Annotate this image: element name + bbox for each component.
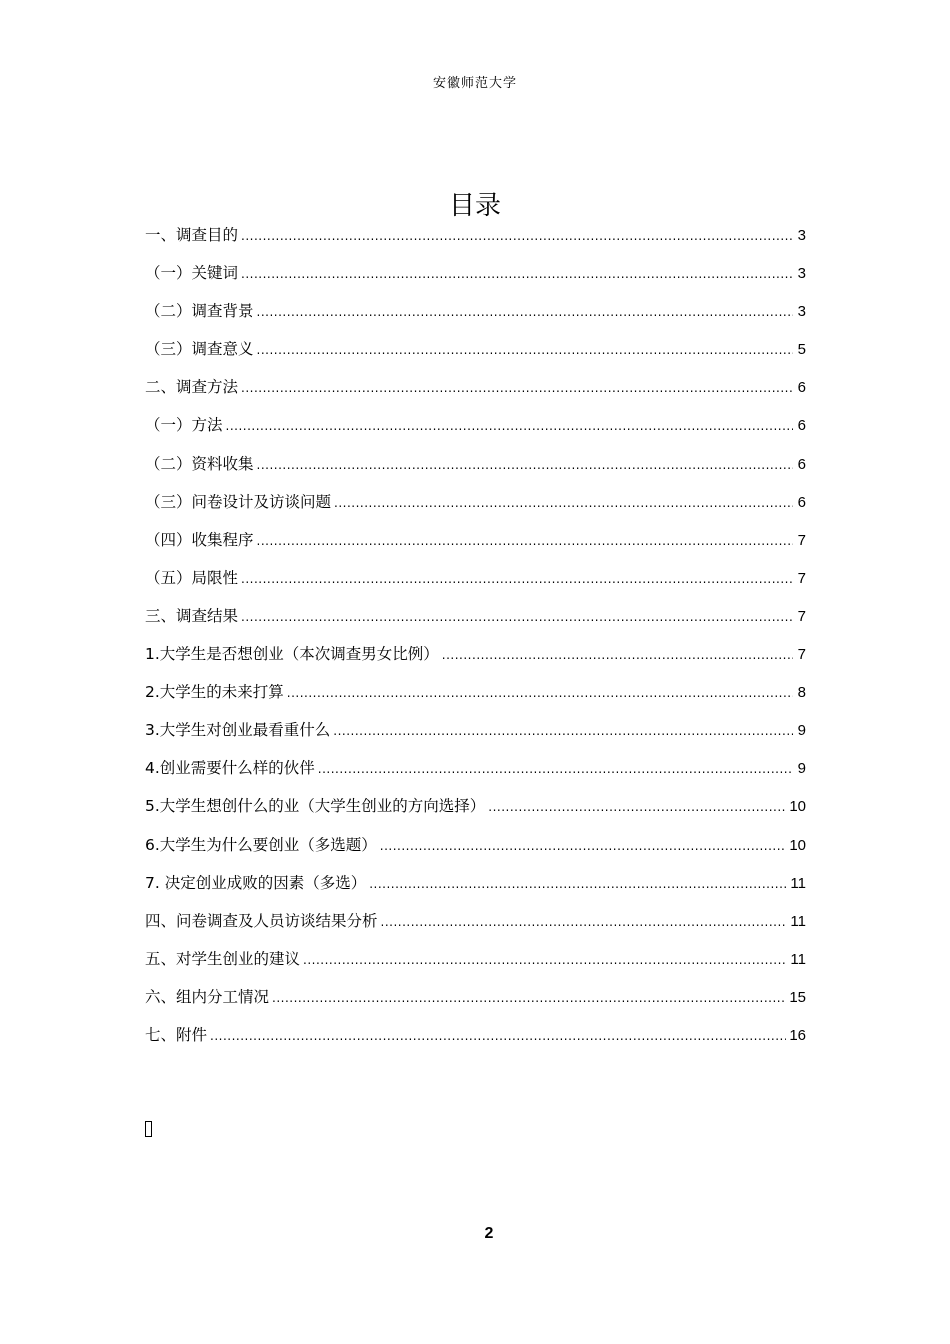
toc-leader-dots xyxy=(303,947,787,973)
toc-leader-dots xyxy=(257,299,793,325)
toc-entry[interactable] xyxy=(145,489,806,527)
toc-entry-page: 7 xyxy=(797,531,806,549)
toc-entry-page: 16 xyxy=(789,1026,806,1044)
toc-leader-dots xyxy=(210,1023,786,1049)
toc-entry[interactable] xyxy=(145,374,806,412)
toc-leader-dots xyxy=(318,756,793,782)
toc-entry-label: 2.大学生的未来打算 xyxy=(145,683,284,702)
toc-entry[interactable] xyxy=(145,908,806,946)
toc-entry-page: 3 xyxy=(797,227,806,244)
text-cursor-placeholder xyxy=(145,1121,152,1137)
toc-leader-dots xyxy=(333,718,793,744)
toc-entry[interactable] xyxy=(145,717,806,755)
toc-entry-label: 二、调查方法 xyxy=(145,378,239,397)
toc-entry[interactable] xyxy=(145,641,806,679)
toc-leader-dots xyxy=(241,223,793,249)
page-number: 2 xyxy=(484,1225,494,1242)
toc-entry-page: 11 xyxy=(790,874,806,892)
toc-leader-dots xyxy=(287,680,793,706)
toc-leader-dots xyxy=(272,985,786,1011)
toc-entry[interactable] xyxy=(145,336,806,374)
toc-entry-label: （三）问卷设计及访谈问题 xyxy=(145,492,332,511)
toc-entry[interactable] xyxy=(145,870,806,908)
toc-entry-label: 一、调查目的 xyxy=(145,226,239,244)
toc-entry-page: 11 xyxy=(790,950,806,968)
toc-entry-page: 15 xyxy=(789,988,806,1006)
toc-entry-page: 11 xyxy=(790,912,806,930)
toc-entry[interactable] xyxy=(145,565,806,603)
toc-leader-dots xyxy=(226,413,793,439)
toc-entry[interactable] xyxy=(145,260,806,298)
toc-entry-label: 5.大学生想创什么的业（大学生创业的方向选择） xyxy=(145,797,486,816)
toc-leader-dots xyxy=(241,566,793,592)
toc-title: 目录 xyxy=(448,191,501,222)
toc-entry-label: 五、对学生创业的建议 xyxy=(145,949,301,968)
toc-entry[interactable] xyxy=(145,527,806,565)
toc-entry-label: 7. 决定创业成败的因素（多选） xyxy=(145,873,367,892)
toc-entry-page: 7 xyxy=(797,569,806,587)
toc-entry[interactable] xyxy=(145,1022,806,1060)
toc-entry-label: （二）资料收集 xyxy=(145,454,254,473)
table-of-contents xyxy=(145,222,806,1060)
toc-entry-page: 6 xyxy=(797,493,806,511)
toc-entry-page: 8 xyxy=(797,684,806,702)
toc-entry-page: 7 xyxy=(797,607,806,625)
toc-leader-dots xyxy=(381,909,788,935)
toc-entry-label: 6.大学生为什么要创业（多选题） xyxy=(145,835,377,854)
toc-entry[interactable] xyxy=(145,451,806,489)
toc-entry[interactable] xyxy=(145,298,806,336)
toc-leader-dots xyxy=(257,452,793,478)
toc-entry-label: （一）关键词 xyxy=(145,264,239,283)
toc-entry-label: 三、调查结果 xyxy=(145,606,239,625)
toc-entry-label: 七、附件 xyxy=(145,1025,208,1044)
toc-entry-label: 4.创业需要什么样的伙伴 xyxy=(145,759,315,778)
toc-entry-page: 9 xyxy=(797,722,806,740)
toc-leader-dots xyxy=(241,261,793,287)
toc-entry-page: 7 xyxy=(797,646,806,664)
toc-entry[interactable] xyxy=(145,755,806,793)
toc-entry[interactable] xyxy=(145,832,806,870)
toc-entry-page: 10 xyxy=(789,836,806,854)
toc-leader-dots xyxy=(241,604,793,630)
toc-entry-label: （一）方法 xyxy=(145,416,223,435)
toc-entry-page: 3 xyxy=(797,303,806,321)
toc-entry-page: 3 xyxy=(797,265,806,283)
toc-entry-page: 10 xyxy=(789,798,806,816)
toc-leader-dots xyxy=(257,528,793,554)
toc-entry-label: 1.大学生是否想创业（本次调查男女比例） xyxy=(145,645,439,664)
toc-entry-label: （四）收集程序 xyxy=(145,530,254,549)
toc-entry-label: 四、问卷调查及人员访谈结果分析 xyxy=(145,911,378,930)
page-header: 安徽师范大学 xyxy=(432,76,517,91)
toc-leader-dots xyxy=(488,794,786,820)
toc-entry-label: （二）调查背景 xyxy=(145,302,254,321)
toc-entry-label: （五）局限性 xyxy=(145,568,239,587)
toc-entry-page: 6 xyxy=(797,379,806,397)
toc-entry[interactable] xyxy=(145,984,806,1022)
toc-entry[interactable] xyxy=(145,679,806,717)
toc-entry[interactable] xyxy=(145,603,806,641)
toc-entry-page: 9 xyxy=(797,760,806,778)
toc-entry[interactable] xyxy=(145,412,806,450)
toc-entry-page: 6 xyxy=(797,455,806,473)
toc-entry-page: 6 xyxy=(797,417,806,435)
toc-leader-dots xyxy=(380,833,787,859)
toc-leader-dots xyxy=(442,642,793,668)
toc-entry-label: 六、组内分工情况 xyxy=(145,987,270,1006)
toc-entry[interactable] xyxy=(145,222,806,260)
toc-leader-dots xyxy=(369,871,787,897)
toc-entry-label: （三）调查意义 xyxy=(145,340,254,359)
toc-leader-dots xyxy=(257,337,793,363)
toc-entry-label: 3.大学生对创业最看重什么 xyxy=(145,721,331,740)
toc-entry-page: 5 xyxy=(797,341,806,359)
toc-leader-dots xyxy=(334,490,793,516)
toc-leader-dots xyxy=(241,375,793,401)
toc-entry[interactable] xyxy=(145,793,806,831)
toc-entry[interactable] xyxy=(145,946,806,984)
